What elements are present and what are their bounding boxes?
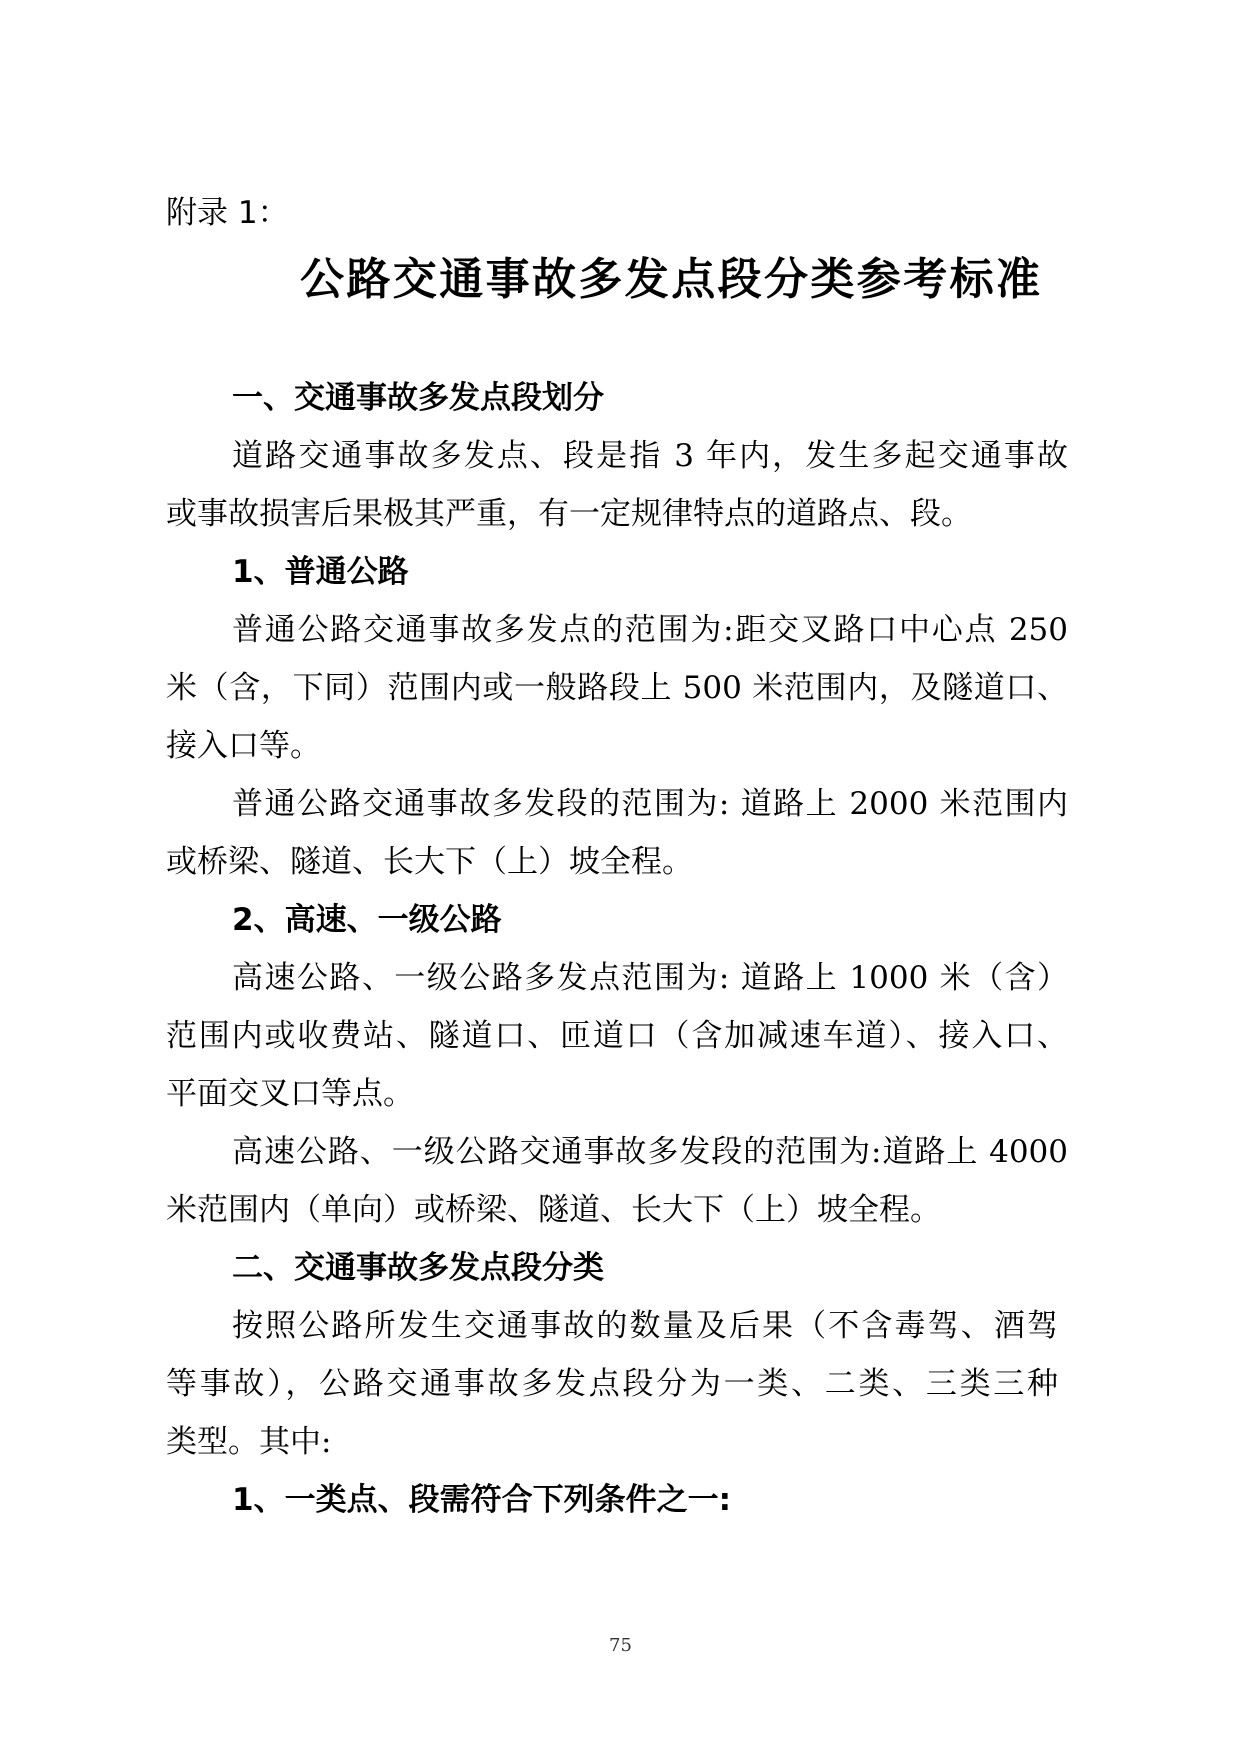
section1-sub2-heading: 2、高速、一级公路	[232, 902, 502, 938]
sub2-segment-line-2: 米范围内（单向）或桥梁、隧道、长大下（上）坡全程。	[166, 1192, 941, 1228]
sub1-segment-line-2: 或桥梁、隧道、长大下（上）坡全程。	[166, 844, 693, 880]
appendix-label: 附录 1：	[166, 195, 289, 231]
section1-intro-line-2: 或事故损害后果极其严重，有一定规律特点的道路点、段。	[166, 496, 972, 532]
sub1-point-line-2: 米（含，下同）范围内或一般路段上 500 米范围内，及隧道口、	[166, 670, 1068, 706]
sub2-segment-line-1: 高速公路、一级公路交通事故多发段的范围为:道路上 4000	[232, 1134, 1068, 1170]
section2-intro-line-1: 按照公路所发生交通事故的数量及后果（不含毒驾、酒驾	[232, 1308, 1058, 1344]
section1-heading: 一、交通事故多发点段划分	[232, 380, 604, 416]
sub1-segment-line-1: 普通公路交通事故多发段的范围为: 道路上 2000 米范围内	[232, 786, 1068, 822]
section2-sub1-heading: 1、一类点、段需符合下列条件之一:	[232, 1482, 731, 1518]
sub1-point-line-3: 接入口等。	[166, 728, 321, 764]
section1-intro-line-1: 道路交通事故多发点、段是指 3 年内，发生多起交通事故	[232, 438, 1068, 474]
document-title: 公路交通事故多发点段分类参考标准	[300, 254, 1040, 305]
section2-intro-line-2: 等事故），公路交通事故多发点段分为一类、二类、三类三种	[166, 1366, 1058, 1402]
section1-sub1-heading: 1、普通公路	[232, 554, 409, 590]
sub1-point-line-1: 普通公路交通事故多发点的范围为:距交叉路口中心点 250	[232, 612, 1068, 648]
sub2-point-line-2: 范围内或收费站、隧道口、匝道口（含加减速车道）、接入口、	[166, 1018, 1068, 1054]
sub2-point-line-3: 平面交叉口等点。	[166, 1076, 414, 1112]
section2-intro-line-3: 类型。其中:	[166, 1424, 332, 1460]
page-number: 75	[609, 1635, 632, 1656]
sub2-point-line-1: 高速公路、一级公路多发点范围为: 道路上 1000 米（含）	[232, 960, 1068, 996]
section2-heading: 二、交通事故多发点段分类	[232, 1250, 604, 1286]
